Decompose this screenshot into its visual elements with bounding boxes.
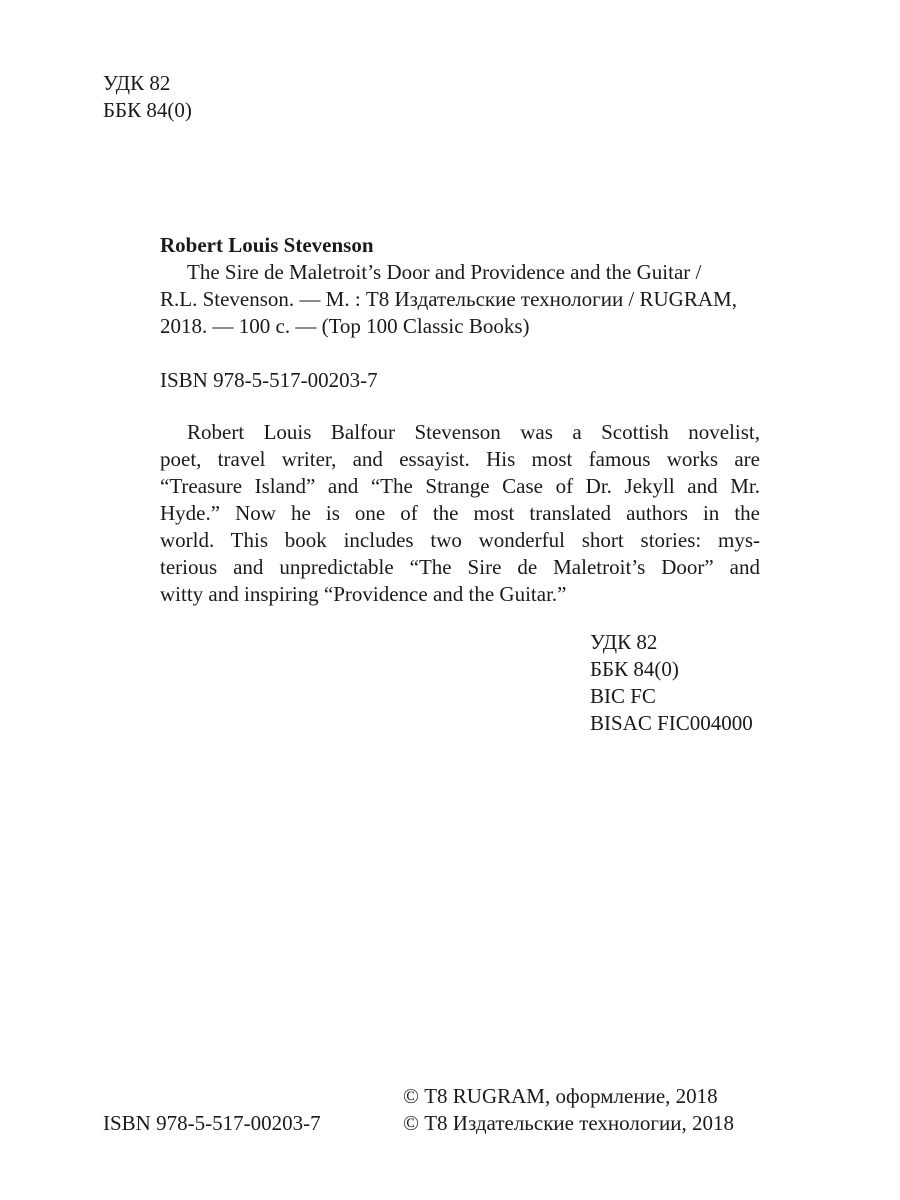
bbk-code: ББК 84(0): [590, 657, 679, 681]
isbn-text: ISBN 978-5-517-00203-7: [160, 368, 378, 392]
author-name: Robert Louis Stevenson: [160, 233, 374, 257]
bic-code: BIC FC: [590, 684, 656, 708]
copyright-line: © Т8 RUGRAM, оформление, 2018: [403, 1084, 718, 1108]
annotation-line: world. This book includes two wonderful short stories: mys-: [160, 528, 760, 552]
bibliographic-record: [160, 232, 760, 340]
annotation-line: witty and inspiring “Providence and the Guitar.”: [160, 582, 567, 606]
annotation-line: “Treasure Island” and “The Strange Case of Dr. Jekyll and Mr.: [160, 474, 760, 498]
bisac-code: BISAC FIC004000: [590, 711, 753, 735]
udk-code: УДК 82: [590, 630, 658, 654]
annotation-line: poet, travel writer, and essayist. His most famous works are: [160, 447, 760, 471]
biblio-line: 2018. — 100 с. — (Top 100 Classic Books): [160, 314, 530, 338]
biblio-line: The Sire de Maletroit’s Door and Providence and the Guitar /: [187, 260, 702, 284]
copyright-notice: [403, 1083, 734, 1137]
udk-code: УДК 82: [103, 71, 171, 95]
isbn-text: ISBN 978-5-517-00203-7: [103, 1111, 321, 1135]
annotation-line: terious and unpredictable “The Sire de Maletroit’s Door” and: [160, 555, 760, 579]
right-classification-codes: [590, 629, 753, 737]
bbk-code: ББК 84(0): [103, 98, 192, 122]
annotation-line: Hyde.” Now he is one of the most translated authors in the: [160, 501, 760, 525]
isbn-main: [160, 367, 378, 394]
top-classification-codes: [103, 70, 192, 124]
annotation-paragraph: [160, 419, 760, 608]
isbn-bottom: [103, 1110, 321, 1137]
annotation-line: Robert Louis Balfour Stevenson was a Scottish novelist,: [187, 420, 760, 444]
biblio-line: R.L. Stevenson. — М. : Т8 Издательские технологии / RUGRAM,: [160, 287, 737, 311]
copyright-line: © Т8 Издательские технологии, 2018: [403, 1111, 734, 1135]
